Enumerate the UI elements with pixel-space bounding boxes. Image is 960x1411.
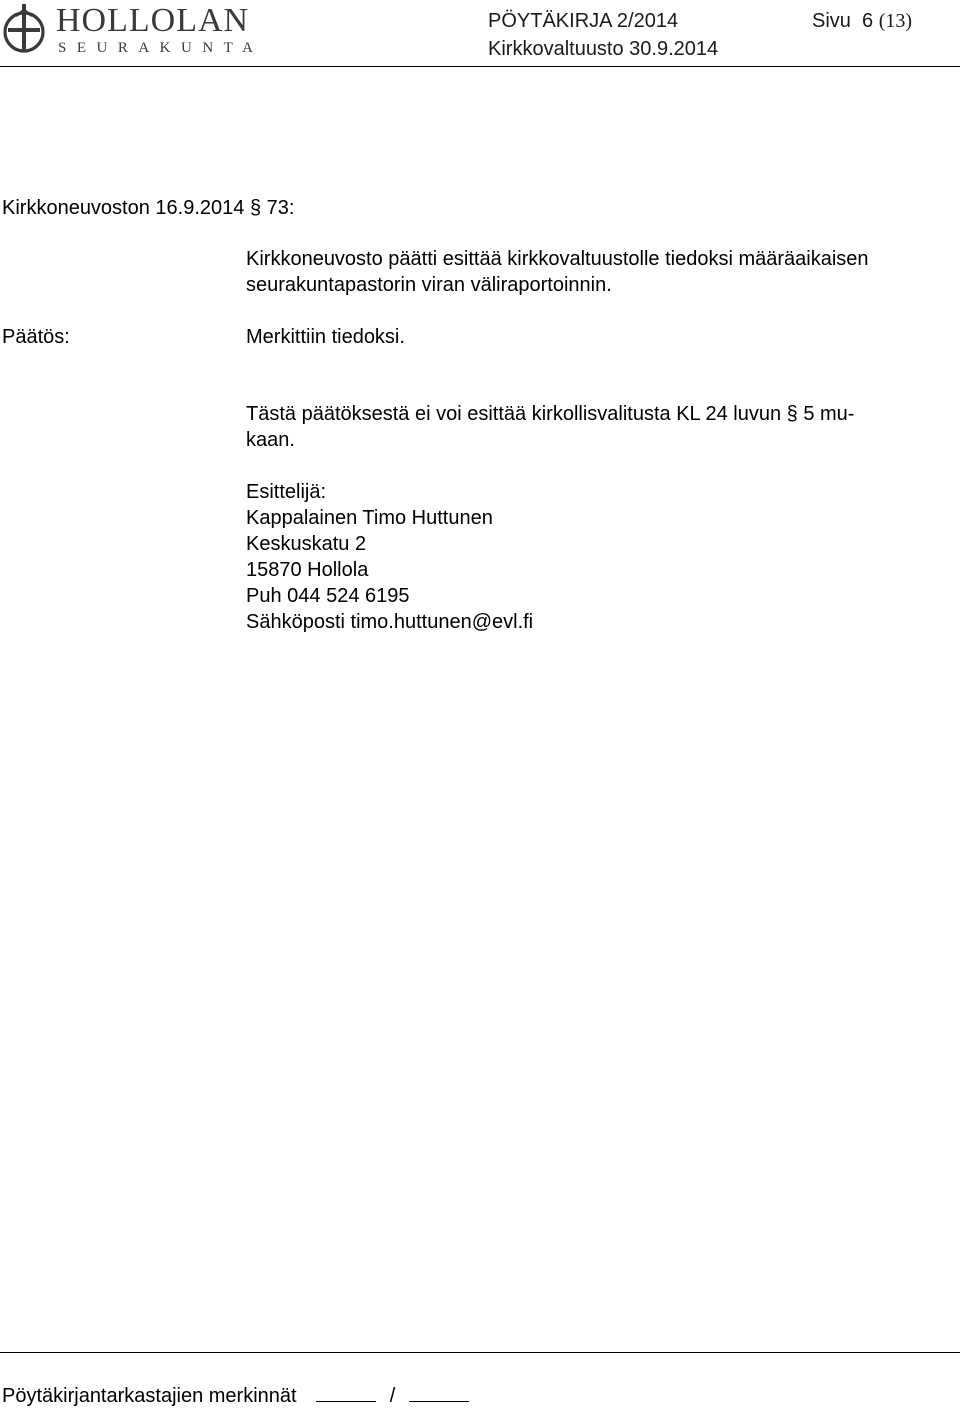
logo-wordmark: HOLLOLAN [56,2,250,39]
cross-circle-emblem-icon [2,2,50,58]
section-reference: Kirkkoneuvoston 16.9.2014 § 73: [2,197,295,219]
appeal-notice-line-2: kaan. [246,429,295,451]
footer-label: Pöytäkirjantarkastajien merkinnät [2,1385,297,1407]
contact-street: Keskuskatu 2 [246,533,367,555]
parish-logo [2,2,292,58]
contact-email: Sähköposti timo.huttunen@evl.fi [246,611,534,633]
initials-blank-1 [316,1381,376,1402]
page-total: (13) [878,10,913,32]
appeal-notice-line-1: Tästä päätöksestä ei voi esittää kirkollisvalitusta KL 24 luvun § 5 mu- [246,403,855,425]
page-indicator [812,9,912,33]
page-label: Sivu [812,10,851,32]
decision-text: Merkittiin tiedoksi. [246,326,405,348]
initials-blank-2 [409,1381,469,1402]
proposal-text-line-1: Kirkkoneuvosto päätti esittää kirkkovaltuustolle tiedoksi määräaikaisen [246,248,869,270]
presenter-contact [246,505,533,635]
footer-divider [0,1352,960,1353]
header-divider [0,66,960,67]
appeal-notice [246,401,958,453]
footer [2,1381,469,1409]
footer-separator: / [389,1385,396,1407]
meeting-name: Kirkkovaltuusto 30.9.2014 [488,38,719,60]
contact-name: Kappalainen Timo Huttunen [246,507,493,529]
logo-subtitle: SEURAKUNTA [58,40,264,56]
presenter-label: Esittelijä: [246,481,327,503]
document-title: PÖYTÄKIRJA 2/2014 [488,10,679,32]
decision-label: Päätös: [2,326,70,348]
contact-city: 15870 Hollola [246,559,369,581]
page-number: 6 [862,10,874,32]
contact-phone: Puh 044 524 6195 [246,585,410,607]
proposal-text-line-2: seurakuntapastorin viran väliraportoinnin. [246,274,612,296]
